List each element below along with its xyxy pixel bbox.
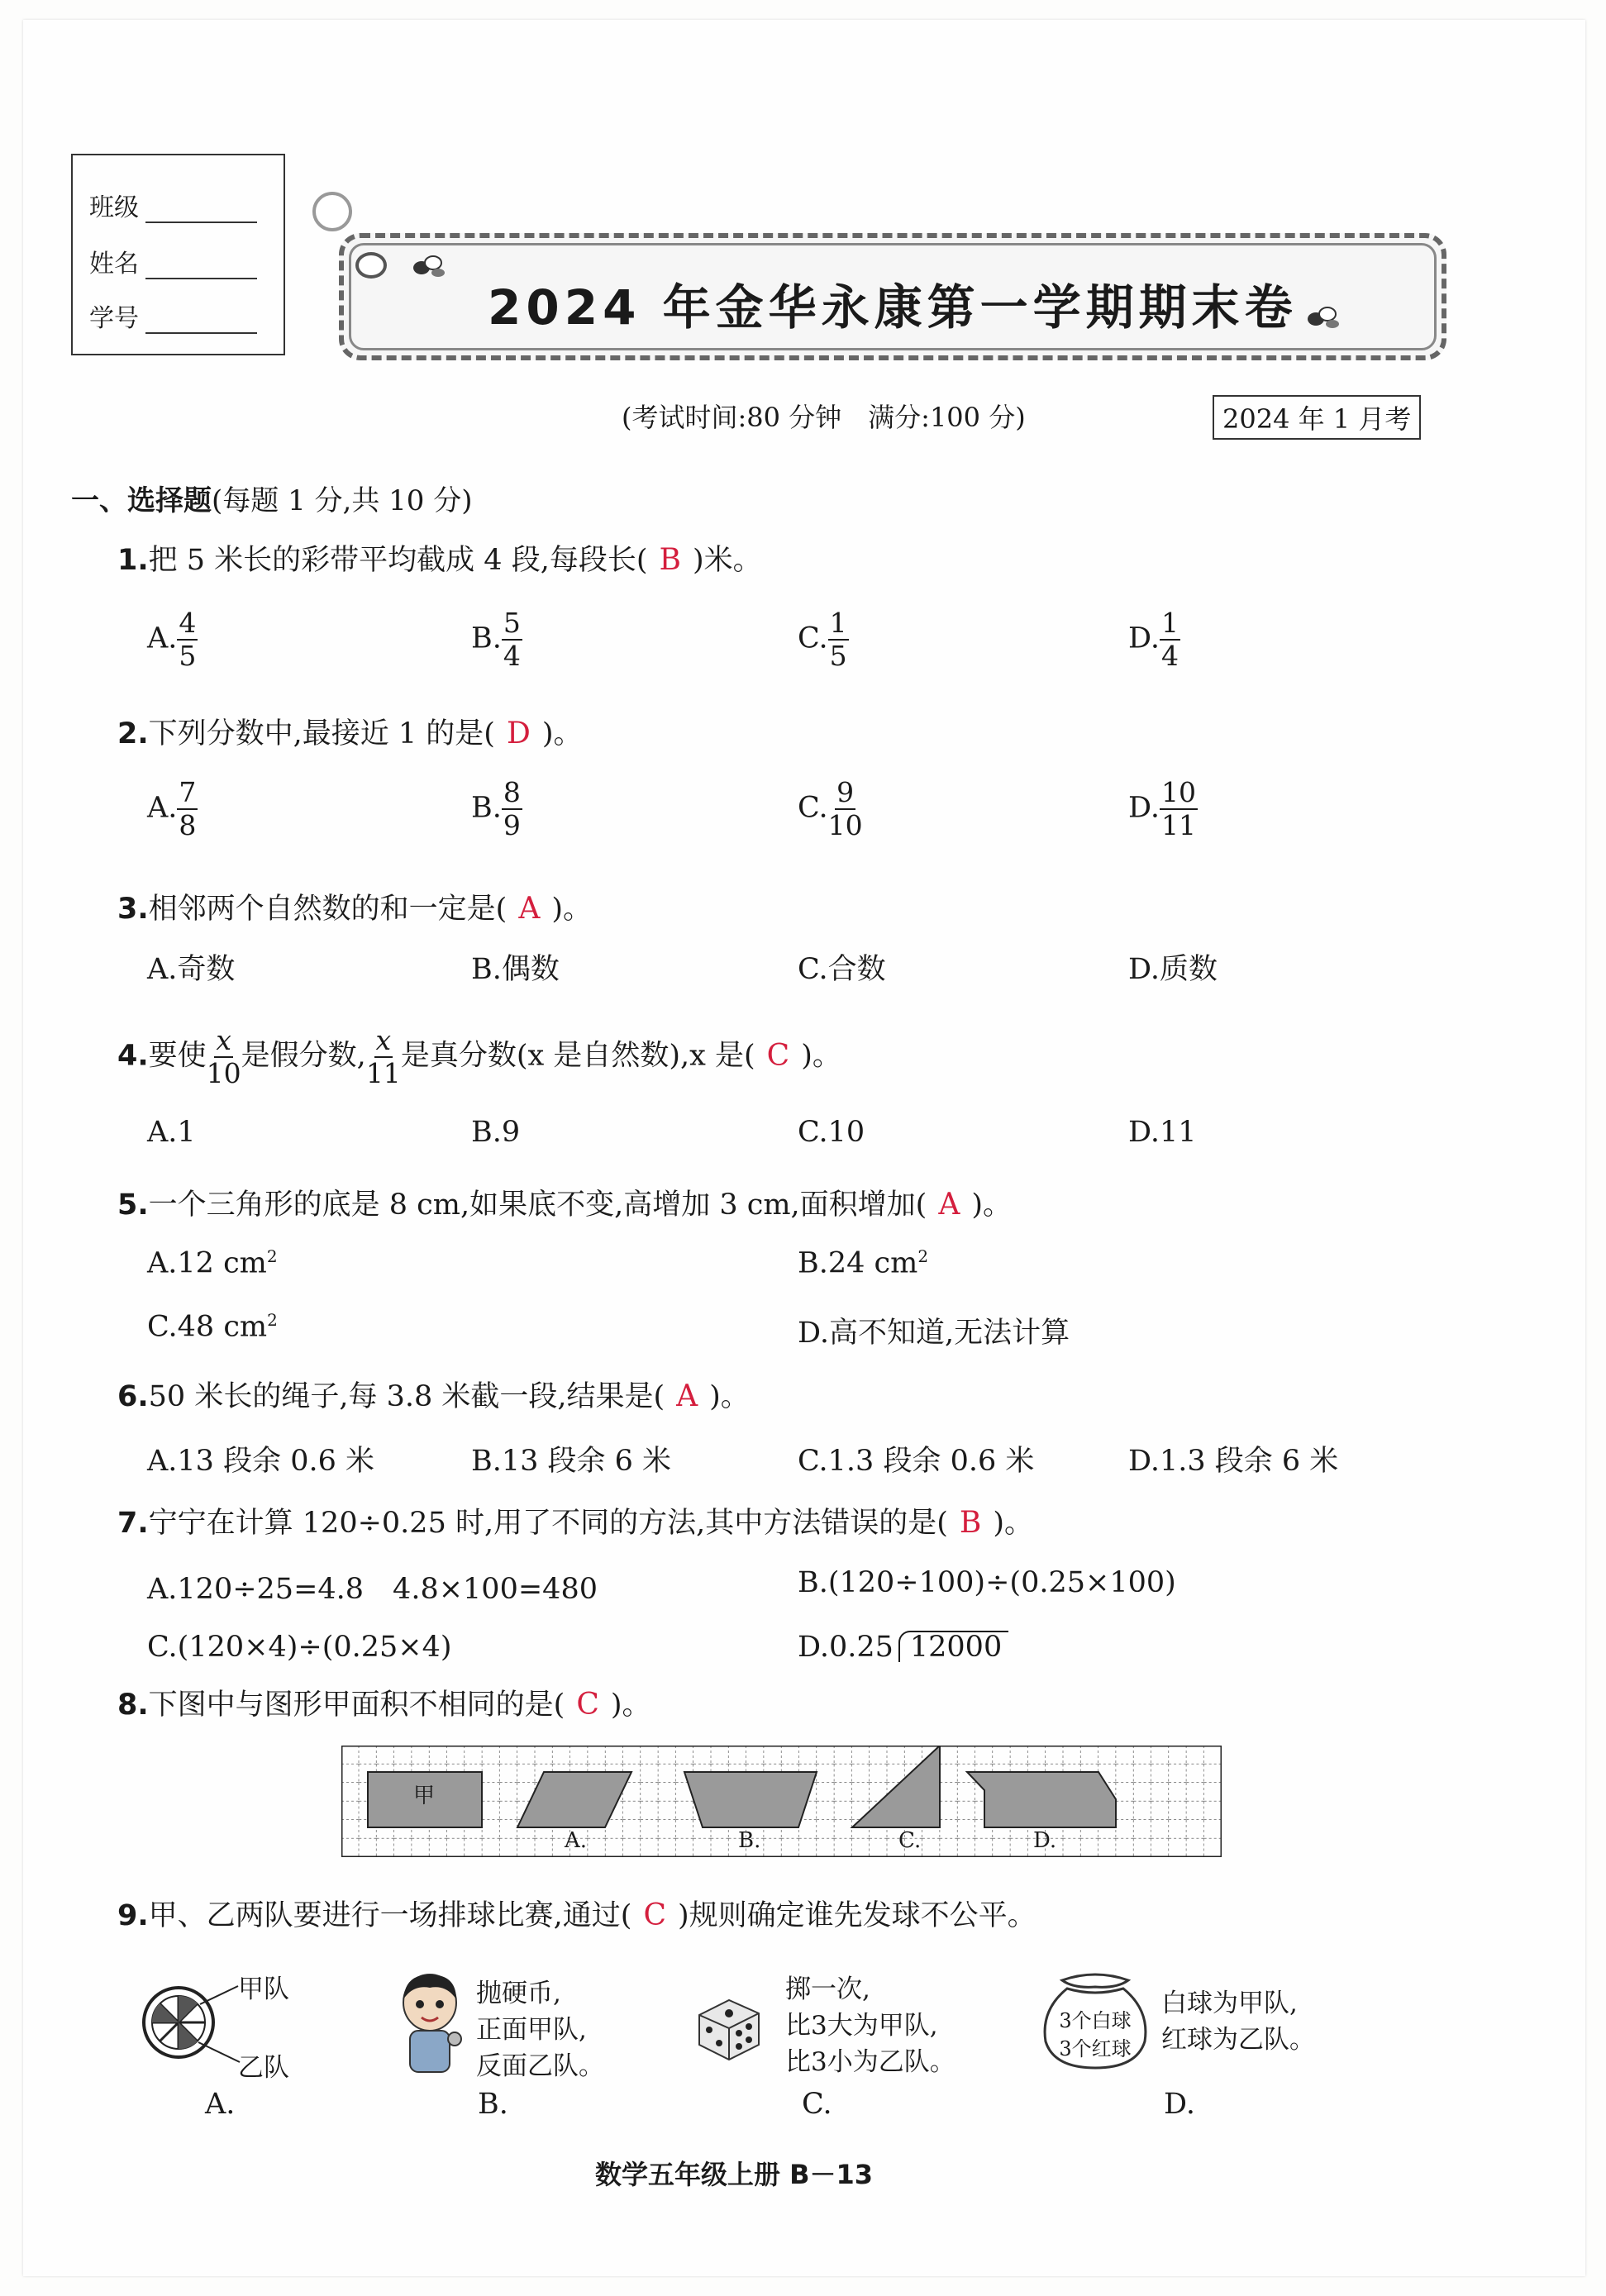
q2-option-b[interactable]	[471, 777, 522, 841]
class-field	[89, 187, 257, 223]
q5-option-c[interactable]	[147, 1310, 278, 1344]
numerator: 1	[1160, 607, 1179, 639]
question-text-end: )。	[709, 1380, 750, 1413]
grid-figure	[341, 1746, 1222, 1857]
superscript: 2	[267, 1310, 278, 1330]
bag-red-balls: 3个红球	[1059, 2037, 1132, 2060]
question-text: 下图中与图形甲面积不相同的是(	[148, 1689, 565, 1722]
question-text-end: )。	[971, 1188, 1012, 1222]
option-letter: B.	[471, 791, 502, 825]
shape-label-b: B.	[738, 1828, 761, 1853]
answer-mark: A	[518, 892, 541, 926]
page-footer: 数学五年级上册 B－13	[595, 2159, 874, 2190]
numerator: 8	[503, 776, 521, 808]
class-label: 班级	[89, 193, 139, 222]
shape-d-polygon	[967, 1772, 1116, 1827]
question-text-end: )米。	[692, 544, 762, 577]
question-8	[117, 1682, 651, 1723]
answer-mark: D	[506, 717, 531, 750]
bag-contents	[1058, 2007, 1132, 2063]
numerator: 4	[179, 607, 197, 639]
shape-label-d: D.	[1033, 1828, 1057, 1853]
q4-option-d[interactable]: D.11	[1128, 1116, 1197, 1149]
q3-option-a[interactable]: A.奇数	[147, 953, 236, 986]
q1-option-d[interactable]	[1128, 607, 1180, 672]
q5-option-b[interactable]	[798, 1246, 928, 1280]
fraction	[1160, 607, 1180, 672]
q9-option-a[interactable]: A.	[205, 2088, 236, 2121]
q2-option-a[interactable]	[147, 777, 198, 841]
shape-label-c: C.	[898, 1828, 922, 1853]
fraction	[828, 777, 863, 841]
dice-icon	[691, 1992, 765, 2066]
answer-mark: C	[576, 1688, 599, 1722]
denominator: 5	[179, 640, 197, 672]
fraction	[177, 777, 198, 841]
q3-option-b[interactable]: B.偶数	[471, 953, 560, 986]
section-heading	[71, 478, 472, 518]
q9c-text	[785, 1971, 955, 2080]
superscript: 2	[266, 1246, 278, 1266]
question-number: 3.	[117, 893, 149, 926]
question-7	[117, 1500, 1033, 1541]
fraction	[828, 607, 849, 672]
option-text: C.48 cm	[147, 1310, 268, 1344]
q9b-line: 正面甲队,	[476, 2015, 587, 2045]
question-1	[117, 537, 762, 579]
q7-option-a[interactable]: A.120÷25=4.8 4.8×100=480	[147, 1573, 598, 1606]
q4-option-b[interactable]: B.9	[471, 1116, 521, 1149]
name-blank[interactable]	[145, 253, 257, 279]
q6-option-d[interactable]: D.1.3 段余 6 米	[1128, 1445, 1339, 1478]
exam-meta: (考试时间:80 分钟 满分:100 分)	[622, 402, 1026, 433]
q9-option-c[interactable]: C.	[802, 2088, 832, 2121]
team-yi-label: 乙队	[238, 2053, 289, 2083]
question-text-end: )。	[993, 1507, 1033, 1540]
question-text: 是假分数,	[241, 1039, 366, 1073]
option-letter: D.	[1128, 622, 1160, 655]
q9d-text	[1161, 1985, 1315, 2058]
denominator: 4	[503, 640, 521, 672]
q2-option-c[interactable]	[798, 777, 863, 841]
q9-option-b[interactable]: B.	[478, 2088, 508, 2121]
exam-title: 2024 年金华永康第一学期期末卷	[488, 279, 1298, 336]
denominator: 5	[829, 640, 847, 672]
q9-option-d[interactable]: D.	[1164, 2088, 1195, 2121]
q9b-text	[476, 1975, 604, 2084]
q7-option-c[interactable]: C.(120×4)÷(0.25×4)	[147, 1631, 452, 1664]
q7-option-d[interactable]	[798, 1631, 1008, 1664]
q4-option-c[interactable]: C.10	[798, 1116, 865, 1149]
boy-tossing-coin-icon	[388, 1971, 471, 2079]
q5-option-d[interactable]	[798, 1310, 1070, 1351]
question-number: 4.	[117, 1039, 149, 1073]
q5-option-a[interactable]	[147, 1246, 278, 1280]
shape-b-trapezoid	[684, 1772, 817, 1827]
section-title: 一、选择题	[71, 484, 212, 517]
fraction	[1160, 777, 1198, 841]
question-number: 9.	[117, 1899, 149, 1932]
question-number: 8.	[117, 1689, 149, 1722]
question-text-end: )。	[551, 893, 592, 926]
name-label: 姓名	[89, 250, 139, 279]
q4-option-a[interactable]: A.1	[147, 1116, 196, 1149]
option-letter: C.	[798, 622, 828, 655]
fraction	[207, 1025, 241, 1089]
long-division-dividend: 12000	[898, 1631, 1008, 1662]
question-number: 1.	[117, 544, 149, 577]
answer-mark: A	[676, 1379, 698, 1413]
question-text-end: )。	[541, 717, 583, 750]
q1-option-b[interactable]	[471, 607, 522, 672]
ring-decoration	[355, 252, 387, 279]
name-field	[89, 243, 257, 279]
option-letter: C.	[798, 791, 828, 825]
question-text: 下列分数中,最接近 1 的是(	[148, 717, 495, 750]
exam-date: 2024 年 1 月考	[1213, 395, 1421, 440]
answer-mark: B	[659, 543, 681, 577]
q3-option-d[interactable]: D.质数	[1128, 953, 1218, 986]
q6-option-b[interactable]: B.13 段余 6 米	[471, 1445, 672, 1478]
denominator: 10	[206, 1057, 241, 1089]
question-text: 相邻两个自然数的和一定是(	[148, 893, 508, 926]
question-3	[117, 886, 592, 927]
denominator: 8	[179, 809, 197, 841]
q9b-line: 抛硬币,	[476, 1979, 561, 2008]
question-6	[117, 1374, 750, 1415]
option-letter: A.	[147, 791, 178, 825]
q6-option-a[interactable]: A.13 段余 0.6 米	[147, 1445, 374, 1478]
shape-label-jia: 甲	[413, 1784, 436, 1808]
denominator: 4	[1160, 640, 1179, 672]
denominator: 9	[503, 809, 521, 841]
q9d-line: 红球为乙队。	[1161, 2025, 1315, 2055]
numerator: 10	[1160, 776, 1196, 808]
class-blank[interactable]	[145, 197, 257, 223]
student-id-label: 学号	[89, 304, 139, 333]
numerator: x	[216, 1024, 231, 1056]
question-5	[117, 1182, 1012, 1223]
numerator: x	[375, 1024, 392, 1056]
student-id-field	[89, 298, 257, 334]
denominator: 11	[1160, 809, 1196, 841]
question-text-end: )。	[801, 1039, 841, 1073]
hanging-tag-decoration	[312, 192, 352, 231]
bag-white-balls: 3个白球	[1059, 2009, 1132, 2032]
bee-icon	[405, 248, 455, 281]
option-text: A.12 cm	[147, 1246, 267, 1280]
numerator: 9	[836, 776, 855, 808]
team-jia-label: 甲队	[238, 1974, 289, 2004]
question-text: 甲、乙两队要进行一场排球比赛,通过(	[148, 1899, 632, 1932]
numerator: 7	[179, 776, 197, 808]
q9c-line: 掷一次,	[785, 1974, 870, 2004]
q9d-line: 白球为甲队,	[1161, 1989, 1298, 2018]
section-note: (每题 1 分,共 10 分)	[212, 484, 473, 517]
question-text-end: )规则确定谁先发球不公平。	[678, 1899, 1037, 1932]
question-text-end: )。	[610, 1689, 651, 1722]
option-letter: A.	[147, 622, 178, 655]
fraction	[502, 607, 522, 672]
answer-mark: C	[766, 1038, 790, 1073]
student-id-blank[interactable]	[145, 307, 257, 334]
answer-mark: C	[643, 1898, 666, 1932]
option-text: D.高不知道,无法计算	[798, 1317, 1070, 1350]
question-text: 50 米长的绳子,每 3.8 米截一段,结果是(	[148, 1380, 665, 1413]
q2-option-d[interactable]	[1128, 777, 1198, 841]
question-text: 是真分数(x 是自然数),x 是(	[400, 1039, 755, 1073]
question-4	[117, 1025, 841, 1089]
superscript: 2	[917, 1246, 929, 1266]
question-text: 要使	[148, 1039, 207, 1073]
question-number: 7.	[117, 1507, 149, 1540]
answer-mark: B	[959, 1506, 982, 1540]
shape-label-a: A.	[565, 1828, 588, 1853]
option-letter: D.	[1128, 791, 1160, 825]
q6-option-c[interactable]: C.1.3 段余 0.6 米	[798, 1445, 1035, 1478]
option-text: B.24 cm	[798, 1246, 918, 1280]
numerator: 1	[829, 607, 847, 639]
fraction	[366, 1025, 401, 1089]
question-text: 一个三角形的底是 8 cm,如果底不变,高增加 3 cm,面积增加(	[148, 1188, 927, 1222]
question-text: 把 5 米长的彩带平均截成 4 段,每段长(	[148, 544, 648, 577]
question-2	[117, 711, 583, 752]
denominator: 11	[365, 1057, 401, 1089]
fraction	[177, 607, 198, 672]
question-number: 2.	[117, 717, 149, 750]
q7-option-b[interactable]: B.(120÷100)÷(0.25×100)	[798, 1566, 1176, 1599]
q9c-line: 比3小为乙队。	[785, 2047, 955, 2077]
q1-option-a[interactable]	[147, 607, 198, 672]
q1-option-c[interactable]	[798, 607, 849, 672]
q3-option-c[interactable]: C.合数	[798, 953, 886, 986]
numerator: 5	[503, 607, 521, 639]
option-text: D.0.25	[798, 1631, 894, 1664]
fraction	[502, 777, 522, 841]
option-letter: B.	[471, 622, 502, 655]
answer-mark: A	[938, 1188, 960, 1222]
question-number: 6.	[117, 1380, 149, 1413]
question-number: 5.	[117, 1188, 149, 1222]
question-text: 宁宁在计算 120÷0.25 时,用了不同的方法,其中方法错误的是(	[148, 1507, 948, 1540]
bee-icon	[1299, 299, 1349, 332]
q9c-line: 比3大为甲队,	[785, 2011, 938, 2041]
question-9	[117, 1893, 1037, 1934]
q9b-line: 反面乙队。	[476, 2051, 604, 2081]
denominator: 10	[827, 809, 863, 841]
student-info-box	[71, 154, 285, 355]
